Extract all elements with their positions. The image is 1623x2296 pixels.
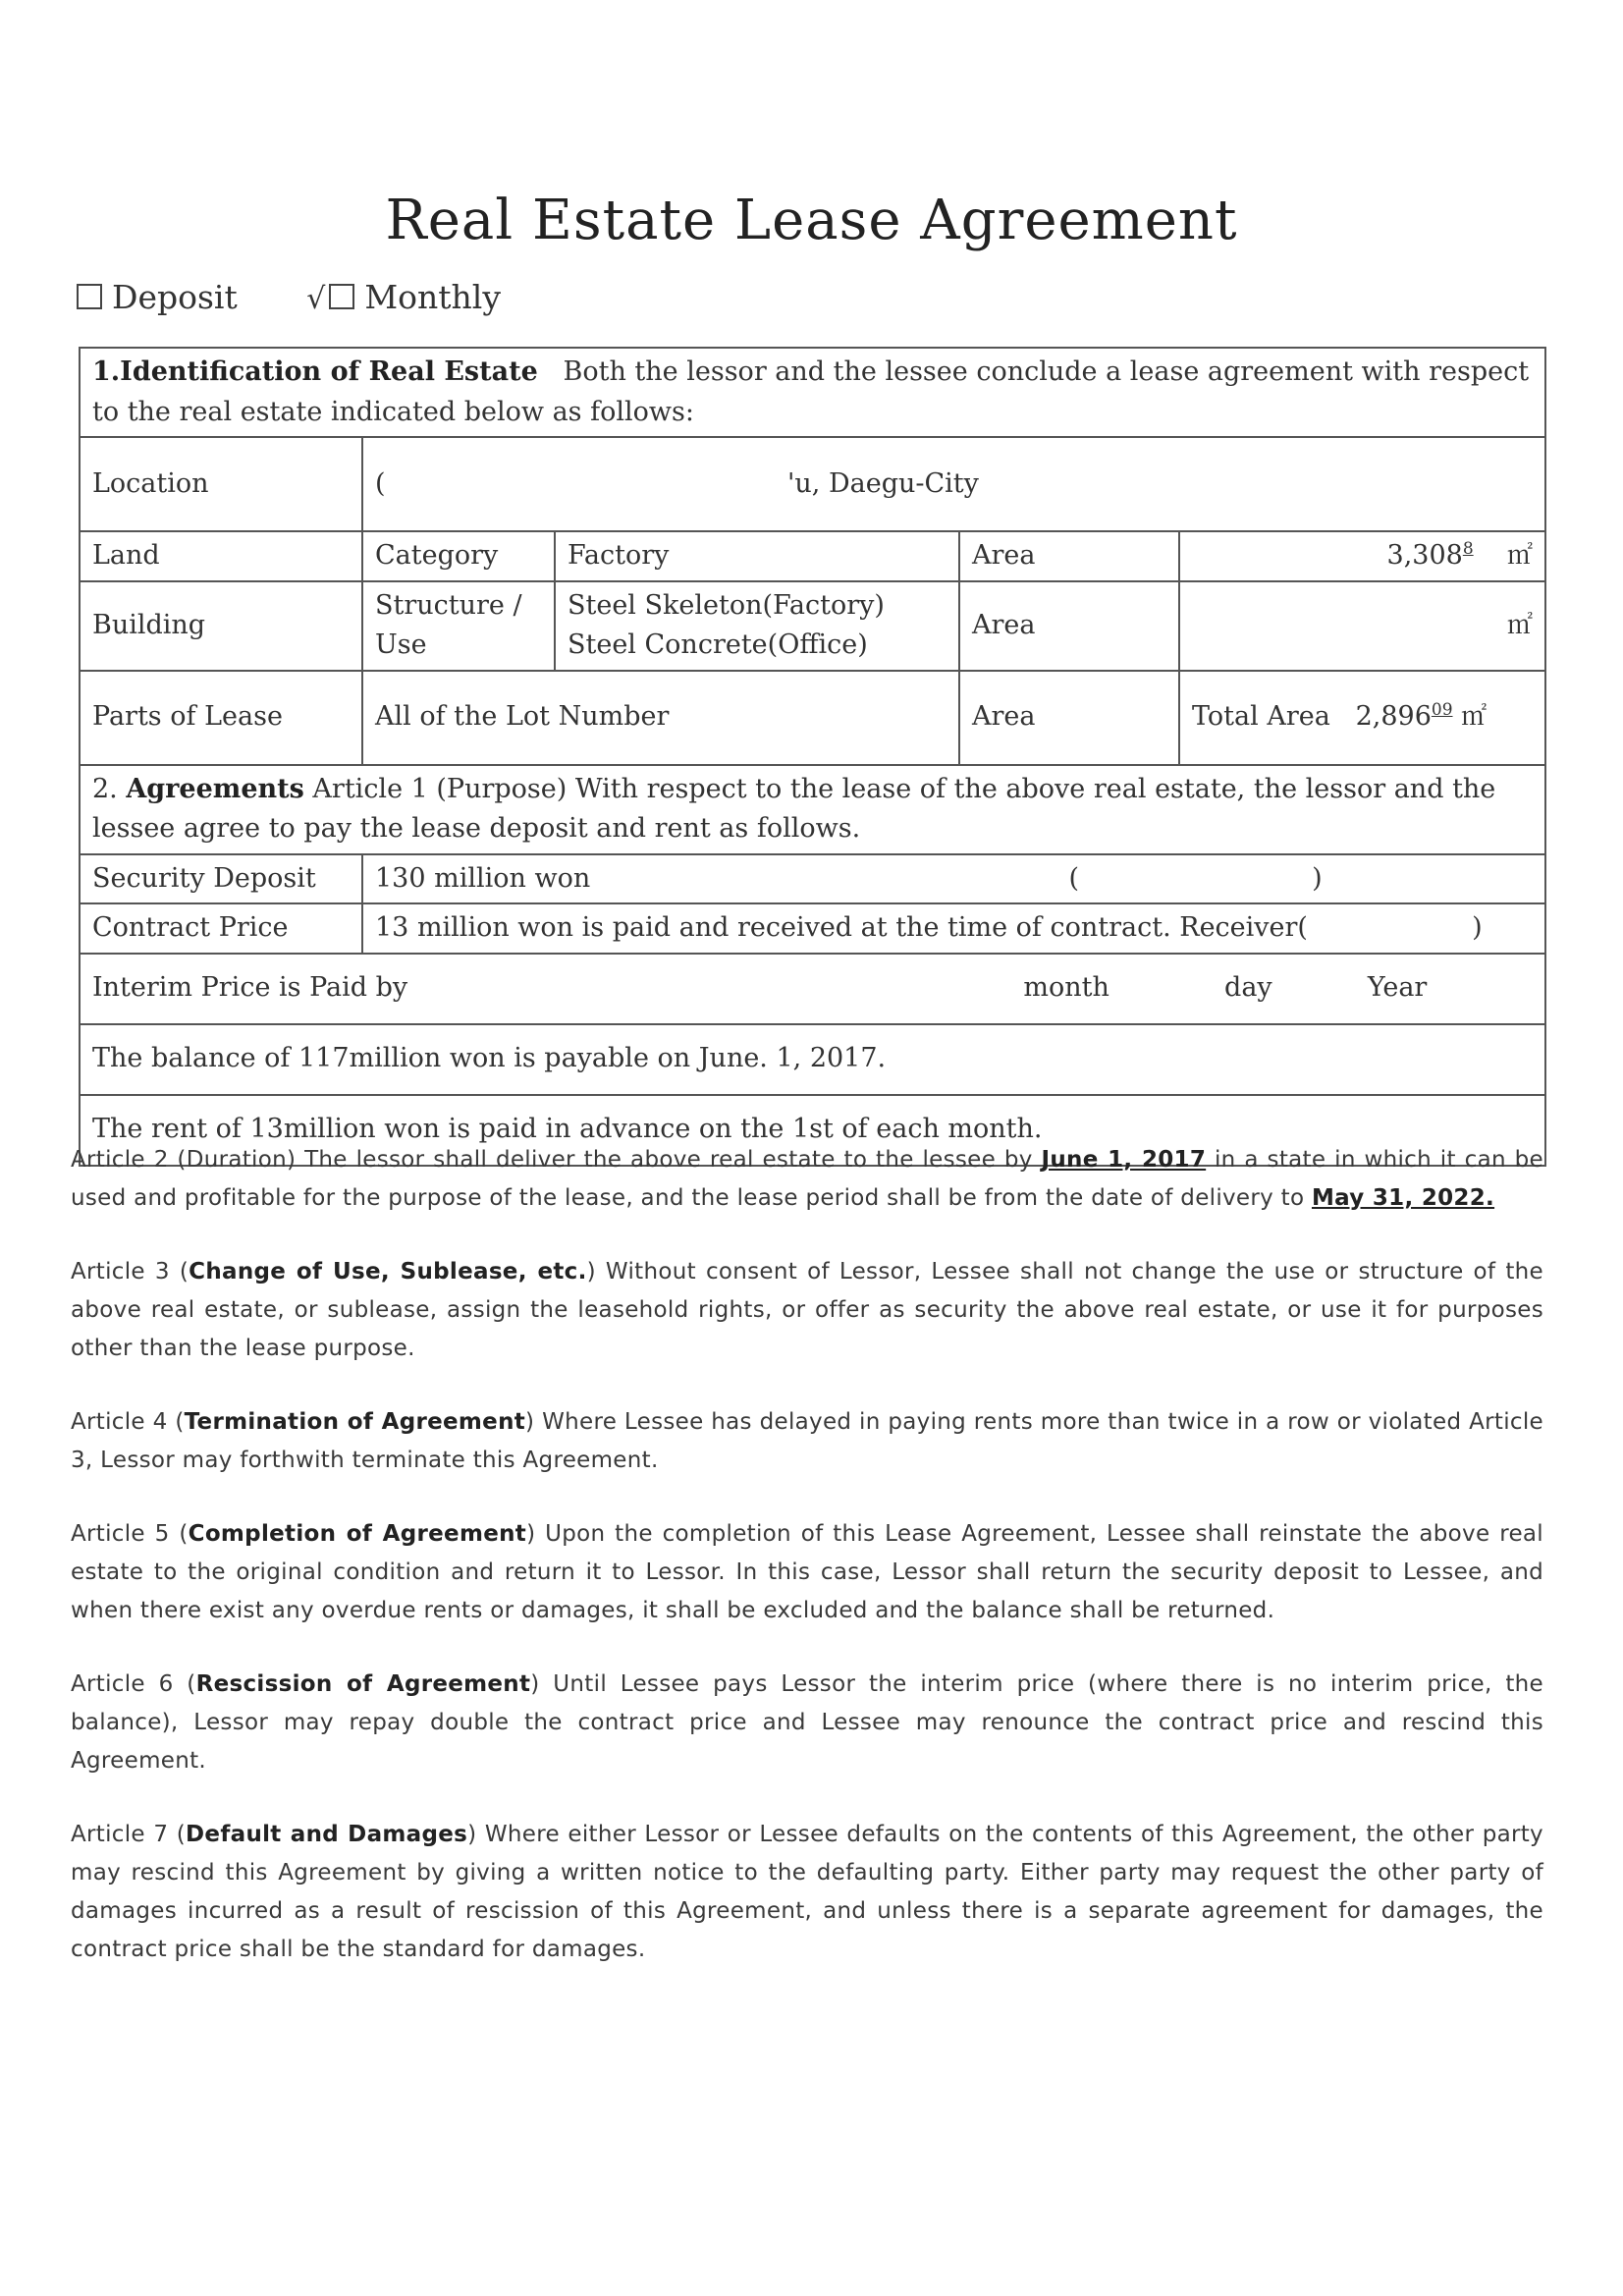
article-2 (71, 1141, 1543, 1218)
article-5-title: Completion of Agreement (188, 1521, 527, 1547)
article-7-body: ) Where either Lessor or Lessee defaults on the contents of this Agreement, the other party may rescind this Agreement by giving a written notice to the defaulting party. Either party may request the other party of damages incurred as a result of rescission of this Agreement, and unless there is a separate agreement for damages, the contract price shall be the standard for damages. (71, 1822, 1543, 1962)
article-4-title: Termination of Agreement (184, 1409, 526, 1435)
structure-value-office: Steel Concrete(Office) (568, 629, 868, 660)
deposit-label: Deposit (112, 278, 238, 316)
deposit-paren-close: ) (1312, 862, 1323, 894)
building-label: Building (80, 581, 362, 671)
articles-section (71, 1141, 1543, 2004)
article-5 (71, 1515, 1543, 1630)
article-7-title: Default and Damages (186, 1822, 468, 1847)
article-6-body: ) Until Lessee pays Lessor the interim price (where there is no interim price, the balance), Lessor may repay double the contract price and Lessee may renounce the contract price and rescind this Agreement. (71, 1671, 1543, 1774)
total-area-cell (1179, 671, 1545, 765)
section2-header-row (80, 765, 1545, 854)
article-6-prefix: Article 6 ( (71, 1671, 196, 1697)
total-area-unit: ㎡ (1461, 702, 1488, 733)
section2-number: 2. (92, 773, 118, 804)
total-area-value: 2,896 (1355, 701, 1432, 733)
deposit-value: 130 million won (375, 862, 591, 894)
deposit-label: Security Deposit (80, 854, 362, 904)
location-row (80, 437, 1545, 531)
lease-details-table (79, 347, 1546, 1167)
document-title: Real Estate Lease Agreement (385, 189, 1238, 252)
building-area-cell (1179, 581, 1545, 671)
section2-intro-cell (80, 765, 1545, 854)
section2-intro: Article 1 (Purpose) With respect to the lease of the above real estate, the lessor and the lessee agree to pay the lease deposit and rent as follows. (92, 773, 1496, 844)
category-value: Factory (555, 531, 959, 581)
contract-value: 13 million won is paid and received at the time of contract. Receiver( (375, 912, 1308, 943)
monthly-checkbox (329, 284, 354, 309)
rent-text: The rent of 13million won is paid in advance on the 1st of each month. (80, 1095, 1545, 1166)
land-area-label: Area (959, 531, 1179, 581)
article-6-title: Rescission of Agreement (195, 1671, 531, 1697)
parts-label: Parts of Lease (80, 671, 362, 765)
building-row (80, 581, 1545, 671)
interim-month: month (1023, 972, 1109, 1004)
interim-day: day (1224, 972, 1272, 1004)
deposit-option (77, 278, 238, 316)
article-2-text-cont: in a state in which it can be used and profitable for the purpose of the lease, and the lease period shall be from the date of delivery to (71, 1147, 1543, 1211)
article-3-title: Change of Use, Sublease, etc. (189, 1259, 587, 1285)
land-area-value: 3,308 (1386, 540, 1463, 571)
deposit-value-cell (362, 854, 1545, 904)
land-label: Land (80, 531, 362, 581)
contract-value-cell (362, 903, 1545, 954)
interim-year: Year (1367, 972, 1428, 1004)
structure-label: Structure / Use (362, 581, 555, 671)
structure-values (555, 581, 959, 671)
section1-header-row (80, 348, 1545, 437)
article-5-prefix: Article 5 ( (71, 1521, 189, 1547)
land-area-cell (1179, 531, 1545, 581)
section2-heading: Agreements (126, 773, 304, 804)
article-7 (71, 1816, 1543, 1969)
article-4-prefix: Article 4 ( (71, 1409, 185, 1435)
article-2-end-date: May 31, 2022. (1311, 1185, 1495, 1211)
total-area-sup: 09 (1431, 700, 1453, 721)
location-value-part2: 'u, Daegu-City (787, 467, 979, 499)
deposit-checkbox (77, 284, 102, 309)
lease-type-options (77, 278, 560, 316)
building-area-label: Area (959, 581, 1179, 671)
section1-intro: Both the lessor and the lessee conclude a lease agreement with respect to the real estate indicated below as follows: (92, 356, 1530, 427)
section1-heading: 1.Identification of Real Estate (92, 356, 538, 387)
location-value (362, 437, 1545, 531)
interim-row (80, 954, 1545, 1024)
article-3-body: ) Without consent of Lessor, Lessee shall not change the use or structure of the above real estate, or sublease, assign the leasehold rights, or offer as security the above real estate, or use it for purposes other than the lease purpose. (71, 1259, 1543, 1361)
article-3-prefix: Article 3 ( (71, 1259, 189, 1285)
monthly-label: Monthly (364, 278, 501, 316)
article-4-body: ) Where Lessee has delayed in paying rents more than twice in a row or violated Article 3, Lessor may forthwith terminate this Agreement. (71, 1409, 1543, 1473)
parts-area-label: Area (959, 671, 1179, 765)
monthly-option (306, 278, 501, 316)
check-mark-icon: √ (306, 282, 326, 316)
article-3 (71, 1253, 1543, 1368)
interim-label: Interim Price is Paid by (92, 972, 408, 1004)
parts-row (80, 671, 1545, 765)
interim-cell (80, 954, 1545, 1024)
category-label: Category (362, 531, 555, 581)
location-label: Location (80, 437, 362, 531)
contract-close: ) (1472, 912, 1483, 943)
land-area-unit: ㎡ (1506, 541, 1533, 571)
land-area-sup: 8 (1462, 539, 1474, 559)
article-6 (71, 1666, 1543, 1780)
article-2-start-date: June 1, 2017 (1041, 1147, 1207, 1173)
parts-value: All of the Lot Number (362, 671, 959, 765)
deposit-row (80, 854, 1545, 904)
contract-row (80, 903, 1545, 954)
deposit-paren-open: ( (1068, 862, 1079, 894)
building-area-unit: ㎡ (1506, 610, 1533, 640)
article-7-prefix: Article 7 ( (71, 1822, 187, 1847)
balance-row (80, 1024, 1545, 1095)
article-5-body: ) Upon the completion of this Lease Agreement, Lessee shall reinstate the above real estate to the original condition and return it to Lessor. In this case, Lessor shall return the security deposit to Lessee, and when there exist any overdue rents or damages, it shall be excluded and the balance shall be returned. (71, 1521, 1543, 1623)
section1-intro-cell (80, 348, 1545, 437)
structure-value-factory: Steel Skeleton(Factory) (568, 589, 885, 621)
total-area-label: Total Area (1192, 701, 1330, 733)
article-2-text: Article 2 (Duration) The lessor shall deliver the above real estate to the lessee by (71, 1147, 1042, 1173)
location-value-part1: ( (375, 467, 386, 499)
balance-text: The balance of 117million won is payable on June. 1, 2017. (80, 1024, 1545, 1095)
contract-label: Contract Price (80, 903, 362, 954)
article-4 (71, 1403, 1543, 1480)
land-row (80, 531, 1545, 581)
